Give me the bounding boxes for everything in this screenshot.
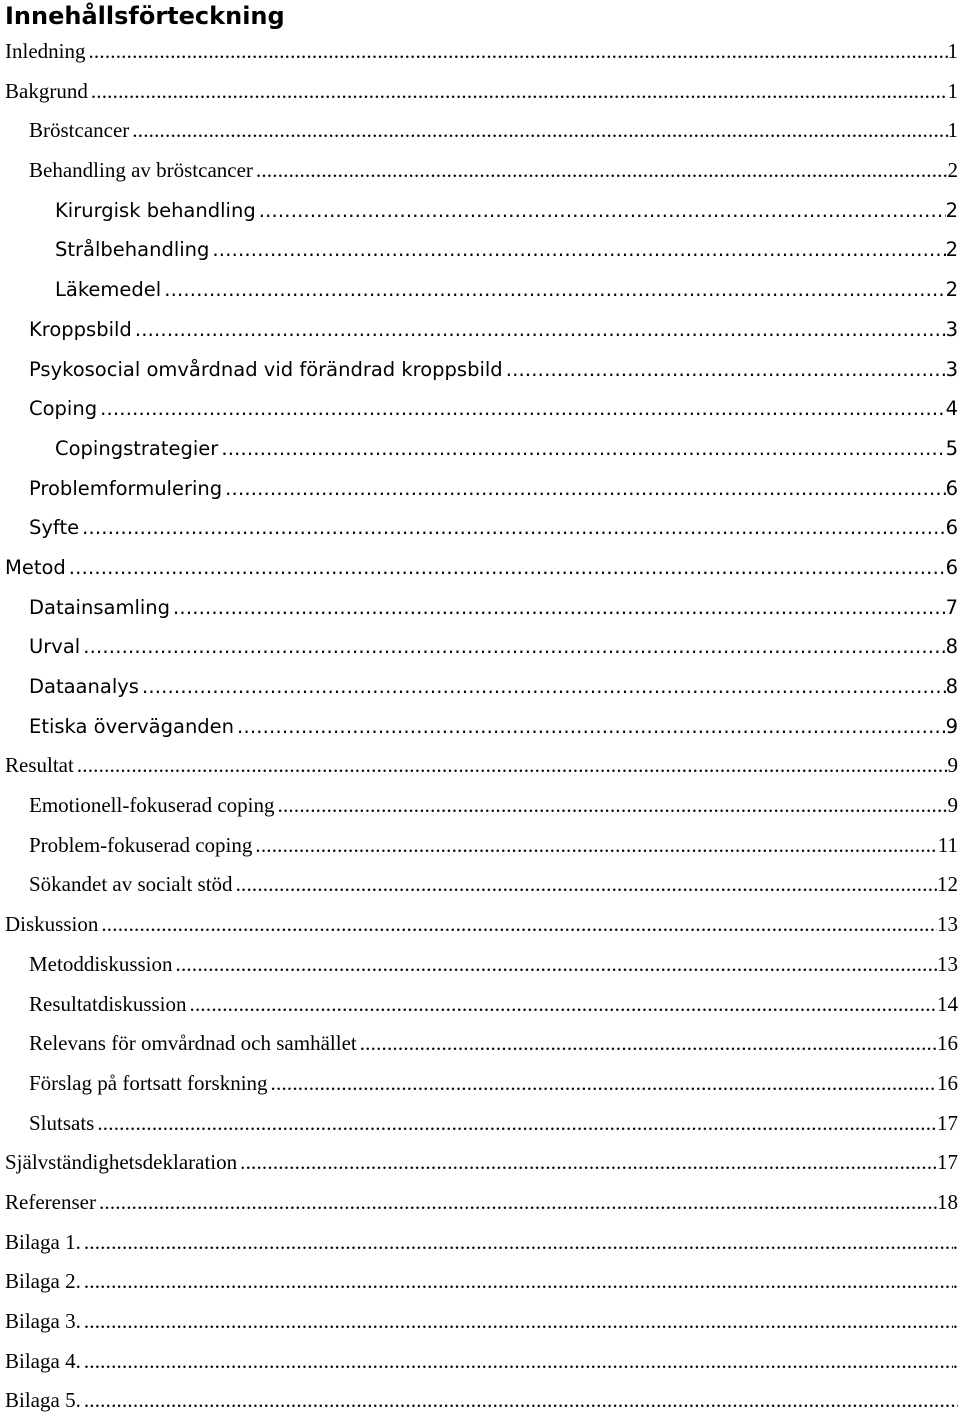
toc-entry-page-number: 4 — [945, 397, 958, 421]
toc-entry[interactable] — [0, 588, 960, 628]
toc-entry-label: Resultat — [5, 753, 74, 778]
toc-entry-label: Sökandet av socialt stöd — [29, 872, 233, 897]
toc-dot-leader — [129, 111, 947, 151]
toc-entry-page-number: 12 — [937, 872, 958, 897]
toc-entry-label: Kroppsbild — [29, 317, 132, 341]
toc-entry[interactable] — [0, 310, 960, 350]
toc-title: Innehållsförteckning — [5, 2, 285, 30]
toc-entry-label: Slutsats — [29, 1110, 95, 1135]
toc-entry-page-number: 1 — [947, 39, 958, 63]
toc-dot-leader — [234, 707, 946, 747]
toc-entry-label: Inledning — [5, 39, 86, 63]
toc-entry[interactable] — [0, 508, 960, 548]
toc-list — [0, 32, 960, 1421]
toc-entry-page-number: 9 — [947, 753, 958, 778]
toc-entry-page-number: . — [952, 1348, 958, 1373]
toc-entry-label: Behandling av bröstcancer — [29, 158, 253, 183]
toc-dot-leader — [253, 151, 948, 191]
toc-entry-label: Kirurgisk behandling — [55, 198, 256, 222]
toc-dot-leader — [187, 985, 937, 1025]
toc-entry-page-number: 13 — [937, 912, 958, 937]
toc-entry[interactable] — [0, 1104, 960, 1144]
toc-entry-page-number: 8 — [945, 635, 958, 659]
toc-entry-page-number: 16 — [937, 1070, 958, 1095]
toc-dot-leader — [503, 350, 946, 390]
toc-entry-page-number: 14 — [937, 991, 958, 1016]
toc-entry[interactable] — [0, 469, 960, 509]
toc-dot-leader — [79, 508, 945, 548]
toc-dot-leader — [80, 627, 945, 667]
toc-entry[interactable] — [0, 230, 960, 270]
toc-entry[interactable] — [0, 627, 960, 667]
toc-entry-page-number: 6 — [945, 555, 958, 579]
toc-entry-page-number: 6 — [945, 476, 958, 500]
toc-entry-page-number: 2 — [947, 158, 958, 183]
toc-entry-page-number: 11 — [937, 832, 958, 857]
toc-entry[interactable] — [0, 1024, 960, 1064]
toc-dot-leader — [85, 32, 947, 72]
toc-entry-label: Resultatdiskussion — [29, 991, 187, 1016]
toc-dot-leader — [256, 191, 946, 231]
toc-entry-page-number: 6 — [945, 516, 958, 540]
toc-entry[interactable] — [0, 1302, 960, 1342]
toc-entry[interactable] — [0, 905, 960, 945]
toc-entry-label: Syfte — [29, 516, 80, 540]
toc-entry[interactable] — [0, 111, 960, 151]
toc-entry[interactable] — [0, 389, 960, 429]
toc-entry-page-number: 17 — [937, 1150, 958, 1175]
toc-entry-page-number: 5 — [945, 436, 958, 460]
toc-entry-label: Copingstrategier — [55, 436, 219, 460]
toc-dot-leader — [94, 1104, 937, 1144]
toc-dot-leader — [170, 588, 946, 628]
toc-dot-leader — [81, 1342, 953, 1382]
toc-entry-page-number: 2 — [945, 238, 958, 262]
toc-entry-label: Coping — [29, 397, 98, 421]
toc-entry[interactable] — [0, 826, 960, 866]
toc-entry[interactable] — [0, 1342, 960, 1382]
toc-entry-label: Bilaga 5. — [5, 1388, 81, 1413]
toc-entry[interactable] — [0, 945, 960, 985]
toc-entry[interactable] — [0, 667, 960, 707]
toc-dot-leader — [161, 270, 945, 310]
toc-entry-label: Läkemedel — [55, 278, 162, 302]
toc-entry-page-number: 18 — [937, 1189, 958, 1214]
toc-dot-leader — [98, 905, 937, 945]
toc-entry-page-number: 17 — [937, 1110, 958, 1135]
toc-entry-label: Strålbehandling — [55, 238, 210, 262]
toc-dot-leader — [81, 1302, 953, 1342]
toc-dot-leader — [357, 1024, 937, 1064]
toc-dot-leader — [97, 389, 945, 429]
toc-entry[interactable] — [0, 1262, 960, 1302]
toc-entry-label: Etiska överväganden — [29, 714, 235, 738]
toc-entry-label: Bilaga 1. — [5, 1229, 81, 1254]
toc-entry[interactable] — [0, 151, 960, 191]
toc-dot-leader — [81, 1262, 953, 1302]
toc-entry-page-number: 2 — [945, 198, 958, 222]
toc-dot-leader — [218, 429, 945, 469]
toc-entry-label: Problemformulering — [29, 476, 223, 500]
toc-entry-label: Emotionell-fokuserad coping — [29, 793, 275, 818]
toc-entry-page-number: 8 — [945, 675, 958, 698]
toc-entry[interactable] — [0, 746, 960, 786]
toc-dot-leader — [209, 230, 945, 270]
toc-entry[interactable] — [0, 72, 960, 112]
toc-entry[interactable] — [0, 786, 960, 826]
toc-dot-leader — [132, 310, 946, 350]
toc-entry-label: Referenser — [5, 1189, 96, 1214]
toc-entry-page-number: 1 — [947, 118, 958, 143]
toc-entry-page-number: . — [952, 1229, 958, 1254]
toc-entry[interactable] — [0, 1143, 960, 1183]
toc-dot-leader — [275, 786, 948, 826]
toc-entry[interactable] — [0, 707, 960, 747]
toc-entry-page-number: . — [952, 1269, 958, 1294]
toc-entry-label: Självständighetsdeklaration — [5, 1150, 238, 1175]
toc-dot-leader — [96, 1183, 937, 1223]
toc-dot-leader — [233, 865, 937, 905]
toc-entry-label: Datainsamling — [29, 595, 171, 619]
toc-entry[interactable] — [0, 548, 960, 588]
toc-entry[interactable] — [0, 191, 960, 231]
toc-entry-page-number: . — [952, 1309, 958, 1333]
toc-entry[interactable] — [0, 1223, 960, 1263]
toc-dot-leader — [222, 469, 945, 509]
toc-entry[interactable] — [0, 865, 960, 905]
toc-entry-label: Metoddiskussion — [29, 951, 173, 976]
toc-entry-label: Diskussion — [5, 912, 99, 937]
toc-dot-leader — [173, 945, 937, 985]
toc-dot-leader — [81, 1223, 953, 1263]
toc-entry-page-number: 7 — [945, 595, 958, 619]
toc-entry-page-number: 16 — [937, 1031, 958, 1056]
toc-dot-leader — [88, 72, 948, 112]
toc-dot-leader — [268, 1064, 937, 1104]
toc-entry-label: Bilaga 4. — [5, 1348, 81, 1373]
toc-dot-leader — [74, 746, 948, 786]
toc-entry-label: Metod — [5, 555, 66, 579]
toc-entry-page-number: 1 — [947, 78, 958, 103]
toc-entry-page-number: 2 — [945, 278, 958, 302]
toc-entry-label: Bilaga 3. — [5, 1309, 81, 1333]
toc-entry-label: Bröstcancer — [29, 118, 130, 143]
toc-entry[interactable] — [0, 32, 960, 72]
toc-entry-label: Psykosocial omvårdnad vid förändrad kroppsbild — [29, 357, 503, 381]
toc-entry[interactable] — [0, 985, 960, 1025]
toc-entry-label: Bakgrund — [5, 78, 88, 103]
toc-entry-page-number: 9 — [945, 714, 958, 738]
toc-entry[interactable] — [0, 350, 960, 390]
toc-entry-label: Bilaga 2. — [5, 1269, 81, 1294]
toc-entry-page-number: 9 — [947, 793, 958, 818]
toc-dot-leader — [66, 548, 946, 588]
toc-entry[interactable] — [0, 1064, 960, 1104]
toc-dot-leader — [139, 667, 946, 707]
toc-entry[interactable] — [0, 270, 960, 310]
toc-entry-label: Problem-fokuserad coping — [29, 832, 253, 857]
toc-dot-leader — [237, 1143, 937, 1183]
toc-entry[interactable] — [0, 429, 960, 469]
toc-entry-page-number: 3 — [945, 317, 958, 341]
toc-entry-label: Dataanalys — [29, 675, 139, 698]
toc-dot-leader — [252, 826, 937, 866]
toc-entry-page-number: 3 — [945, 357, 958, 381]
toc-entry-page-number: 13 — [937, 951, 958, 976]
toc-entry-label: Relevans för omvårdnad och samhället — [29, 1031, 357, 1056]
toc-dot-leader — [81, 1381, 958, 1421]
toc-entry[interactable] — [0, 1183, 960, 1223]
toc-entry[interactable] — [0, 1381, 960, 1421]
toc-entry-label: Urval — [29, 635, 81, 659]
toc-entry-label: Förslag på fortsatt forskning — [29, 1070, 268, 1095]
